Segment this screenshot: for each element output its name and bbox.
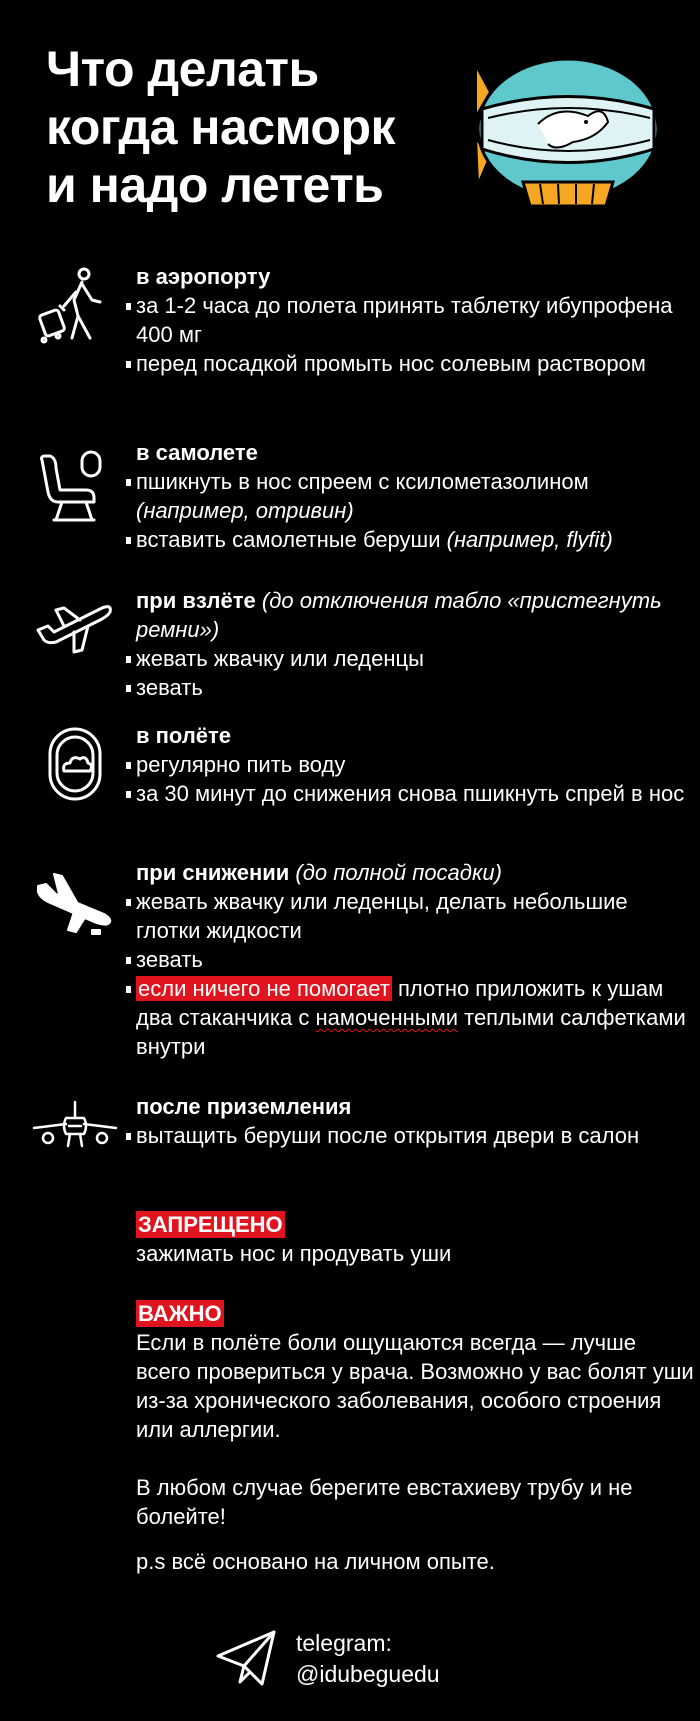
list-item: вытащить беруши после открытия двери в салон (136, 1121, 696, 1150)
takeoff-plane-icon (34, 586, 114, 666)
list-item: жевать жвачку или леденцы, делать небольшие глотки жидкости (136, 887, 696, 945)
list-item: за 1-2 часа до полета принять таблетку ибупрофена 400 мг (136, 291, 696, 349)
page-title (46, 40, 466, 214)
list-item: за 30 минут до снижения снова пшикнуть спрей в нос (136, 779, 696, 808)
forbidden-block (136, 1210, 696, 1268)
title-line-2: когда насморк (46, 99, 396, 155)
footer (210, 1622, 510, 1702)
list-item: зевать (136, 673, 696, 702)
item-text: плотно приложить к ушам два стаканчика с (136, 976, 664, 1030)
item-note: (например, flyfit) (446, 527, 613, 552)
important-block (136, 1299, 696, 1576)
title-line-3: и надо лететь (46, 157, 384, 213)
title-line-1: Что делать (46, 41, 319, 97)
airplane-seat-icon (34, 446, 114, 526)
telegram-icon (214, 1626, 278, 1690)
list-item: жевать жвачку или леденцы (136, 644, 696, 673)
landing-plane-icon (34, 868, 114, 948)
plane-front-icon (30, 1090, 120, 1170)
landing-heading: после приземления (136, 1094, 352, 1119)
airplane-window-icon (40, 725, 120, 805)
takeoff-heading-text: при взлёте (136, 588, 256, 613)
important-text: Если в полёте боли ощущаются всегда — лучше всего провериться у врача. Возможно у вас болят уши из-за хронического заболевания, особого строения или аллергии. (136, 1330, 694, 1442)
list-item (136, 525, 696, 554)
list-item: перед посадкой промыть нос солевым раствором (136, 349, 696, 378)
descent-heading (136, 858, 696, 887)
important-label: ВАЖНО (138, 1301, 222, 1326)
takeoff-heading (136, 586, 696, 644)
flight-heading: в полёте (136, 723, 232, 748)
plane-heading: в самолете (136, 440, 258, 465)
wavy-underlined-word: намоченными (315, 1005, 458, 1030)
forbidden-label: ЗАПРЕЩЕНО (138, 1212, 283, 1237)
telegram-label: telegram: (296, 1630, 392, 1656)
forbidden-text: зажимать нос и продувать уши (136, 1241, 452, 1266)
list-item (136, 974, 696, 1061)
ps-text: p.s всё основано на личном опыте. (136, 1549, 495, 1574)
airport-heading: в аэропорту (136, 264, 271, 289)
list-item: регулярно пить воду (136, 750, 696, 779)
traveler-icon (34, 266, 114, 346)
list-item: зевать (136, 945, 696, 974)
telegram-link[interactable] (296, 1628, 440, 1690)
airship-icon (468, 44, 658, 209)
item-text: теплыми салфетками внутри (136, 1005, 686, 1059)
telegram-handle: @idubeguedu (296, 1661, 440, 1687)
takeoff-note: (до отключения табло «пристегнуть ремни») (136, 588, 662, 642)
descent-note: (до полной посадки) (295, 860, 502, 885)
list-item (136, 467, 696, 525)
item-text: вставить самолетные беруши (136, 527, 441, 552)
descent-heading-text: при снижении (136, 860, 290, 885)
item-note: (например, отривин) (136, 498, 354, 523)
highlight-text: если ничего не помогает (138, 976, 390, 1001)
item-text: пшикнуть в нос спреем с ксилометазолином (136, 469, 589, 494)
important-text-2: В любом случае берегите евстахиеву трубу и не болейте! (136, 1475, 633, 1529)
